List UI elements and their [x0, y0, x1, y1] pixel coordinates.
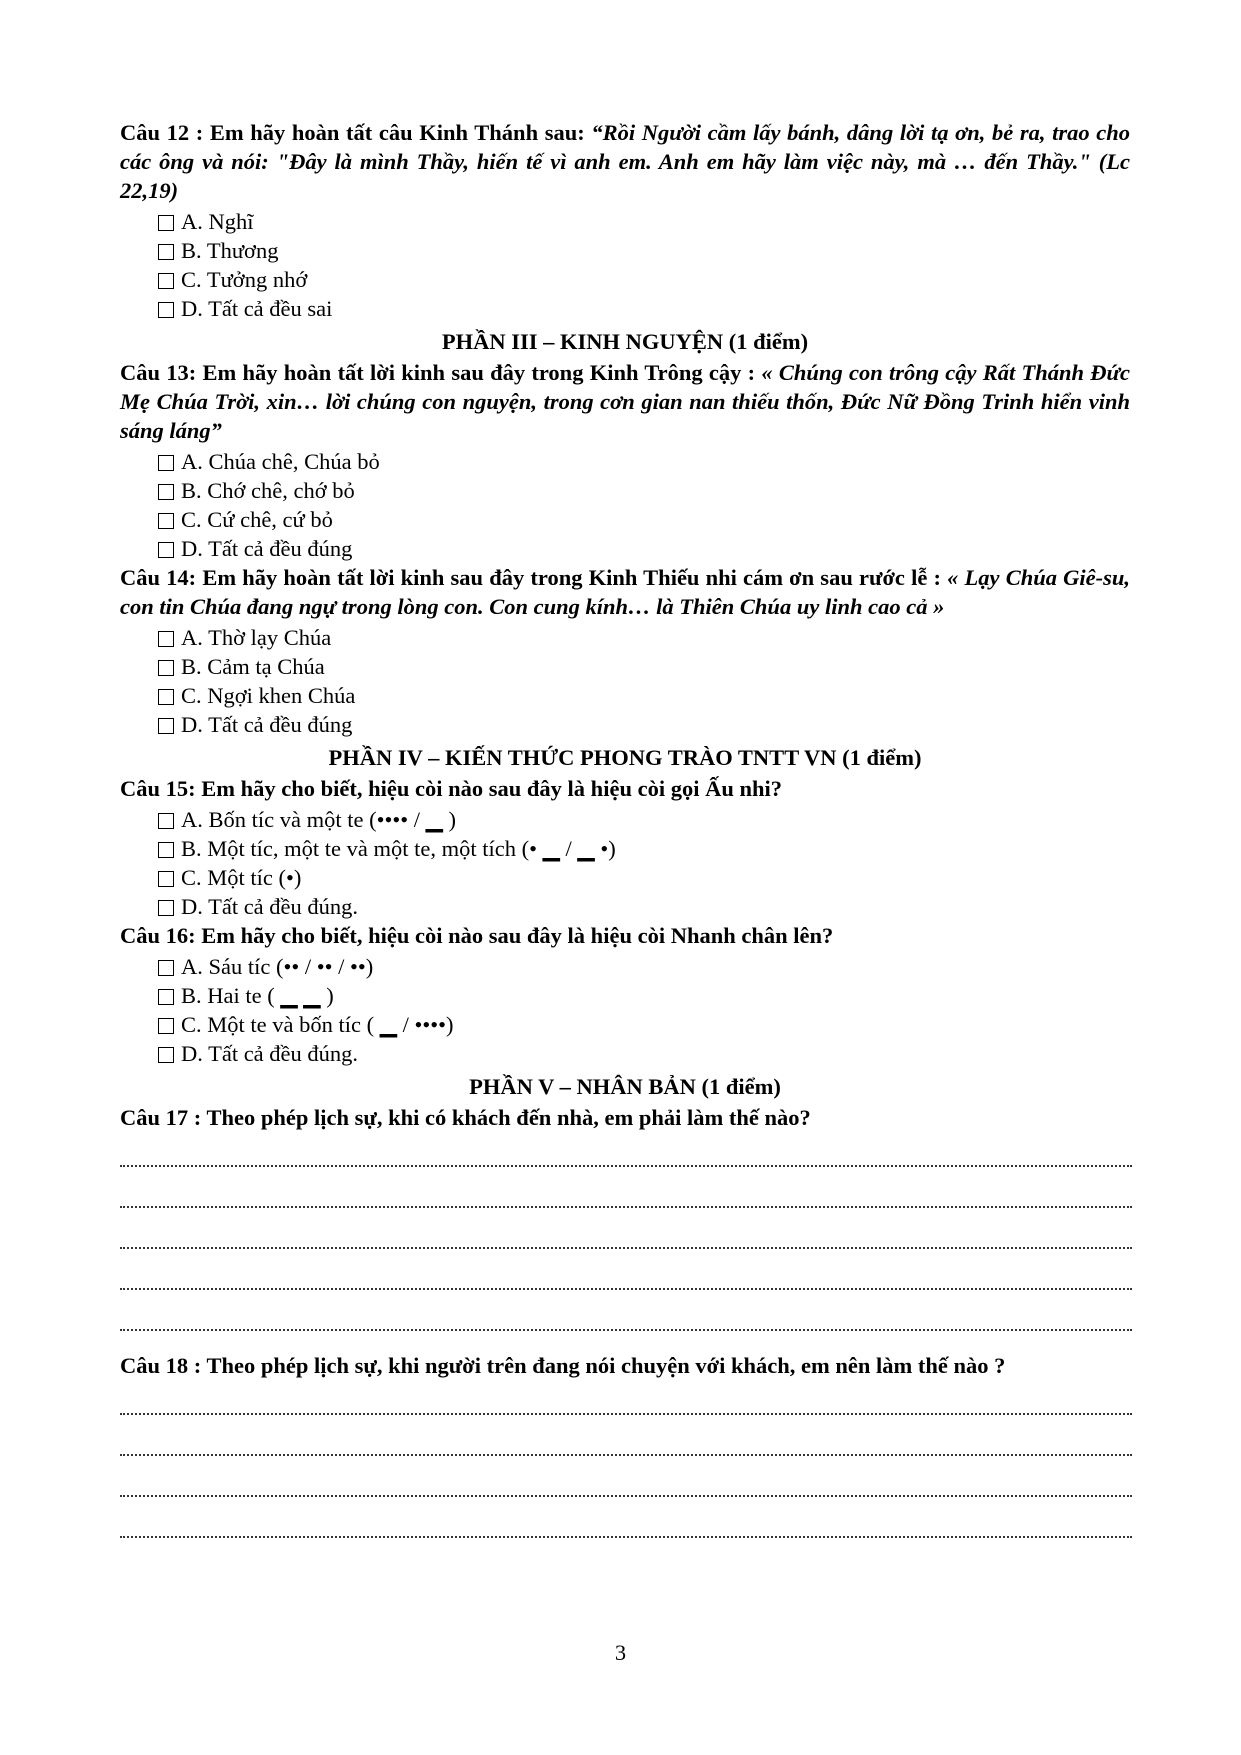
page-number: 3	[614, 1640, 627, 1665]
checkbox-icon[interactable]	[158, 813, 174, 829]
question-13	[120, 358, 1130, 445]
answer-line[interactable]	[120, 1255, 1130, 1296]
checkbox-icon[interactable]	[158, 900, 174, 916]
option-12-b[interactable]: B. Thương	[158, 236, 1130, 265]
checkbox-icon[interactable]	[158, 455, 174, 471]
question-15-lead: Câu 15: Em hãy cho biết, hiệu còi nào sau đây là hiệu còi gọi Ấu nhi?	[120, 776, 782, 801]
checkbox-icon[interactable]	[158, 302, 174, 318]
option-14-c[interactable]: C. Ngợi khen Chúa	[158, 681, 1130, 710]
option-15-d[interactable]: D. Tất cả đều đúng.	[158, 892, 1130, 921]
section-3-heading: PHẦN III – KINH NGUYỆN (1 điểm)	[441, 329, 809, 354]
answer-line[interactable]	[120, 1380, 1130, 1421]
question-16-options	[120, 952, 1130, 1068]
answer-line[interactable]	[120, 1421, 1130, 1462]
checkbox-icon[interactable]	[158, 871, 174, 887]
checkbox-icon[interactable]	[158, 244, 174, 260]
answer-line[interactable]	[120, 1296, 1130, 1337]
question-12-options	[120, 207, 1130, 323]
checkbox-icon[interactable]	[158, 1018, 174, 1034]
answer-line[interactable]	[120, 1503, 1130, 1544]
question-12	[120, 118, 1130, 205]
option-16-a[interactable]: A. Sáu tíc (•• / •• / ••)	[158, 952, 1130, 981]
option-16-b[interactable]: B. Hai te ( ▁ ▁ )	[158, 981, 1130, 1010]
answer-line[interactable]	[120, 1173, 1130, 1214]
option-16-c[interactable]: C. Một te và bốn tíc ( ▁ / ••••)	[158, 1010, 1130, 1039]
option-15-c[interactable]: C. Một tíc (•)	[158, 863, 1130, 892]
question-16	[120, 921, 1130, 950]
checkbox-icon[interactable]	[158, 484, 174, 500]
section-4-heading: PHẦN IV – KIẾN THỨC PHONG TRÀO TNTT VN (1 điểm)	[328, 745, 922, 770]
checkbox-icon[interactable]	[158, 1047, 174, 1063]
answer-line[interactable]	[120, 1214, 1130, 1255]
option-13-a[interactable]: A. Chúa chê, Chúa bỏ	[158, 447, 1130, 476]
checkbox-icon[interactable]	[158, 631, 174, 647]
checkbox-icon[interactable]	[158, 960, 174, 976]
exam-page	[120, 118, 1130, 1544]
question-13-quote: « Chúng con trông cậy Rất Thánh Đức Mẹ Chúa Trời, xin… lời chúng con nguyện, trong cơn gian nan thiếu thốn, Đức Nữ Đồng Trinh hiển vinh sáng láng”	[120, 360, 1130, 443]
checkbox-icon[interactable]	[158, 689, 174, 705]
question-12-quote: “Rồi Người cầm lấy bánh, dâng lời tạ ơn, bẻ ra, trao cho các ông và nói: "Đây là mình Thầy, hiến tế vì anh em. Anh em hãy làm việc này, mà … đến Thầy." (Lc 22,19)	[120, 120, 1130, 203]
checkbox-icon[interactable]	[158, 273, 174, 289]
checkbox-icon[interactable]	[158, 989, 174, 1005]
question-13-lead: Câu 13: Em hãy hoàn tất lời kinh sau đây trong Kinh Trông cậy :	[120, 360, 762, 385]
option-12-c[interactable]: C. Tưởng nhớ	[158, 265, 1130, 294]
question-15	[120, 774, 1130, 803]
answer-line[interactable]	[120, 1462, 1130, 1503]
question-17	[120, 1103, 1130, 1132]
question-13-options	[120, 447, 1130, 563]
option-14-a[interactable]: A. Thờ lạy Chúa	[158, 623, 1130, 652]
question-17-lead: Câu 17 : Theo phép lịch sự, khi có khách đến nhà, em phải làm thế nào?	[120, 1105, 811, 1130]
question-15-options	[120, 805, 1130, 921]
option-13-d[interactable]: D. Tất cả đều đúng	[158, 534, 1130, 563]
answer-line[interactable]	[120, 1132, 1130, 1173]
question-18	[120, 1351, 1130, 1380]
question-14-options	[120, 623, 1130, 739]
checkbox-icon[interactable]	[158, 842, 174, 858]
option-16-d[interactable]: D. Tất cả đều đúng.	[158, 1039, 1130, 1068]
option-13-b[interactable]: B. Chớ chê, chớ bỏ	[158, 476, 1130, 505]
option-14-d[interactable]: D. Tất cả đều đúng	[158, 710, 1130, 739]
answer-17-lines[interactable]	[120, 1132, 1130, 1337]
option-13-c[interactable]: C. Cứ chê, cứ bỏ	[158, 505, 1130, 534]
option-15-b[interactable]: B. Một tíc, một te và một te, một tích (• ▁ / ▁ •)	[158, 834, 1130, 863]
question-14-lead: Câu 14: Em hãy hoàn tất lời kinh sau đây trong Kinh Thiếu nhi cám ơn sau rước lễ :	[120, 565, 948, 590]
checkbox-icon[interactable]	[158, 215, 174, 231]
question-14	[120, 563, 1130, 621]
option-15-a[interactable]: A. Bốn tíc và một te (•••• / ▁ )	[158, 805, 1130, 834]
question-12-lead: Câu 12 : Em hãy hoàn tất câu Kinh Thánh sau:	[120, 120, 592, 145]
option-12-d[interactable]: D. Tất cả đều sai	[158, 294, 1130, 323]
question-18-lead: Câu 18 : Theo phép lịch sự, khi người trên đang nói chuyện với khách, em nên làm thế nào ?	[120, 1353, 1006, 1378]
question-16-lead: Câu 16: Em hãy cho biết, hiệu còi nào sau đây là hiệu còi Nhanh chân lên?	[120, 923, 834, 948]
answer-18-lines[interactable]	[120, 1380, 1130, 1544]
checkbox-icon[interactable]	[158, 660, 174, 676]
question-14-quote: « Lạy Chúa Giê-su, con tin Chúa đang ngự trong lòng con. Con cung kính… là Thiên Chúa uy linh cao cả »	[120, 565, 1131, 619]
option-12-a[interactable]: A. Nghĩ	[158, 207, 1130, 236]
option-14-b[interactable]: B. Cảm tạ Chúa	[158, 652, 1130, 681]
checkbox-icon[interactable]	[158, 513, 174, 529]
checkbox-icon[interactable]	[158, 718, 174, 734]
checkbox-icon[interactable]	[158, 542, 174, 558]
section-5-heading: PHẦN V – NHÂN BẢN (1 điểm)	[469, 1074, 781, 1099]
